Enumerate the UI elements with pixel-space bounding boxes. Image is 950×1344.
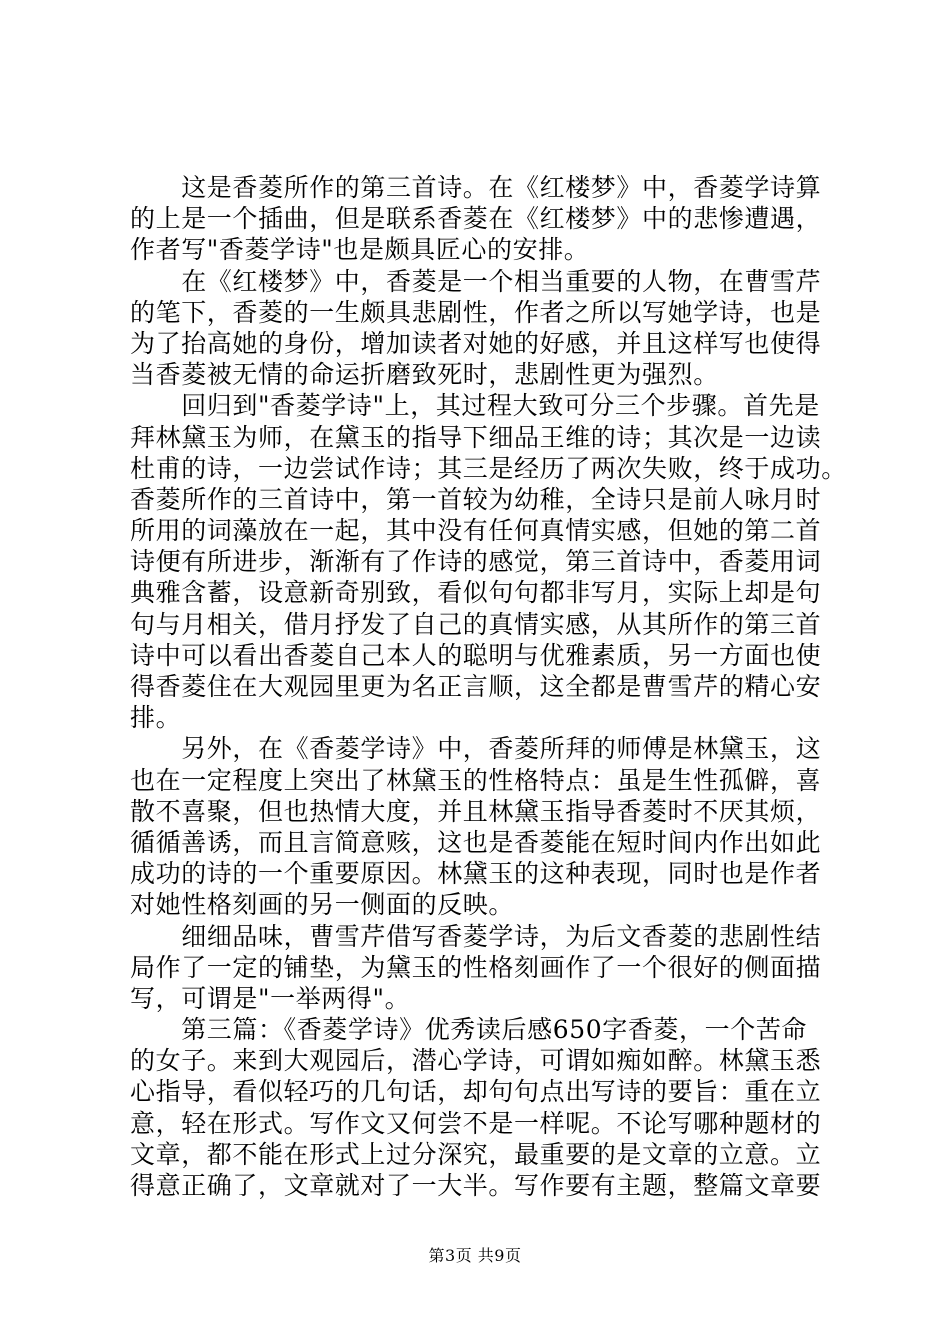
text-line: 局作了一定的铺垫，为黛玉的性格刻画作了一个很好的侧面描 — [130, 952, 822, 982]
text-line: 排。 — [130, 703, 182, 733]
text-line: 意，轻在形式。写作文又何尝不是一样呢。不论写哪种题材的 — [130, 1108, 822, 1138]
text-line: 典雅含蓄，设意新奇别致，看似句句都非写月，实际上却是句 — [130, 578, 822, 608]
text-line: 作者写"香菱学诗"也是颇具匠心的安排。 — [130, 235, 590, 265]
text-line: 也在一定程度上突出了林黛玉的性格特点：虽是生性孤僻，喜 — [130, 765, 822, 795]
text-line: 的上是一个插曲，但是联系香菱在《红楼梦》中的悲惨遭遇， — [130, 204, 822, 234]
text-line: 成功的诗的一个重要原因。林黛玉的这种表现，同时也是作者 — [130, 859, 822, 889]
text-line: 句与月相关，借月抒发了自己的真情实感，从其所作的第三首 — [130, 609, 822, 639]
text-line: 诗中可以看出香菱自己本人的聪明与优雅素质，另一方面也使 — [130, 640, 822, 670]
text-line: 诗便有所进步，渐渐有了作诗的感觉，第三首诗中，香菱用词 — [130, 547, 822, 577]
text-line: 循循善诱，而且言简意赅，这也是香菱能在短时间内作出如此 — [130, 827, 822, 857]
text-line: 文章，都不能在形式上过分深究，最重要的是文章的立意。立 — [130, 1139, 822, 1169]
text-line: 细细品味，曹雪芹借写香菱学诗，为后文香菱的悲剧性结 — [130, 921, 822, 951]
text-line: 对她性格刻画的另一侧面的反映。 — [130, 890, 515, 920]
text-line: 得意正确了，文章就对了一大半。写作要有主题，整篇文章要 — [130, 1171, 822, 1200]
page-number-footer: 第3页 共9页 — [428, 1246, 522, 1265]
text-line: 在《红楼梦》中，香菱是一个相当重要的人物，在曹雪芹 — [130, 266, 822, 296]
text-line: 另外，在《香菱学诗》中，香菱所拜的师傅是林黛玉，这 — [130, 734, 822, 764]
text-line: 杜甫的诗，一边尝试作诗；其三是经历了两次失败，终于成功。 — [130, 453, 847, 483]
text-line: 的女子。来到大观园后，潜心学诗，可谓如痴如醉。林黛玉悉 — [130, 1046, 822, 1076]
text-line: 的笔下，香菱的一生颇具悲剧性，作者之所以写她学诗，也是 — [130, 297, 822, 327]
text-line: 心指导，看似轻巧的几句话，却句句点出写诗的要旨：重在立 — [130, 1077, 822, 1107]
text-line: 所用的词藻放在一起，其中没有任何真情实感，但她的第二首 — [130, 516, 822, 546]
text-line: 当香菱被无情的命运折磨致死时，悲剧性更为强烈。 — [130, 360, 719, 390]
text-line: 第三篇：《香菱学诗》优秀读后感650字香菱，一个苦命 — [130, 1015, 808, 1045]
document-body — [130, 172, 850, 1201]
text-line: 这是香菱所作的第三首诗。在《红楼梦》中，香菱学诗算 — [130, 173, 822, 202]
text-line: 回归到"香菱学诗"上，其过程大致可分三个步骤。首先是 — [130, 391, 820, 421]
text-line: 散不喜聚，但也热情大度，并且林黛玉指导香菱时不厌其烦， — [130, 796, 822, 826]
text-line: 写，可谓是"一举两得"。 — [130, 983, 411, 1013]
text-line: 为了抬高她的身份，增加读者对她的好感，并且这样写也使得 — [130, 328, 822, 358]
text-line: 香菱所作的三首诗中，第一首较为幼稚，全诗只是前人咏月时 — [130, 484, 822, 514]
text-line: 拜林黛玉为师，在黛玉的指导下细品王维的诗；其次是一边读 — [130, 422, 822, 452]
text-line: 得香菱住在大观园里更为名正言顺，这全都是曹雪芹的精心安 — [130, 672, 822, 701]
